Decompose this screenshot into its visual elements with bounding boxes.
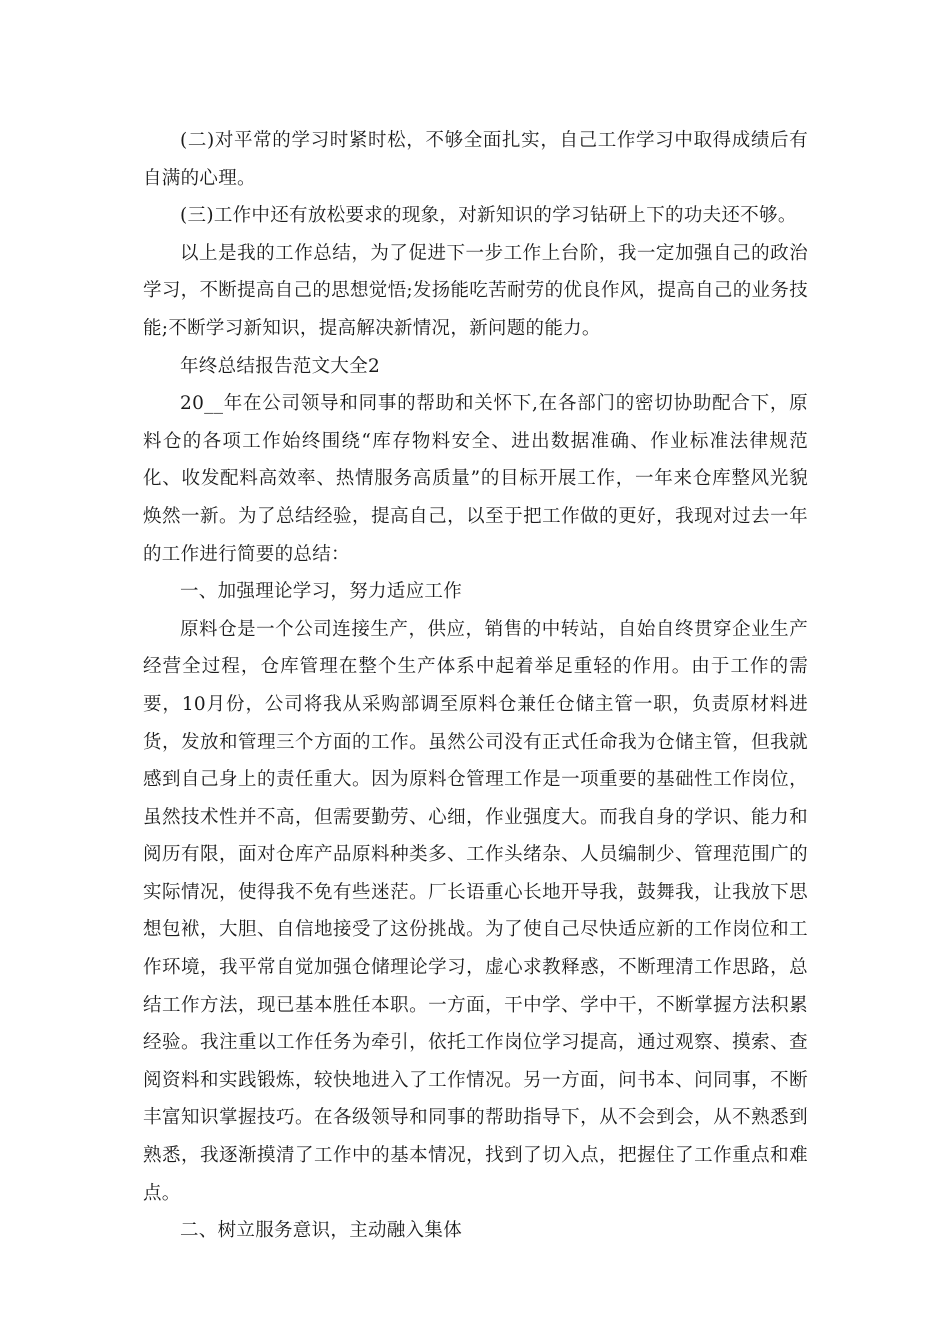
section-heading: 年终总结报告范文大全2 — [180, 355, 381, 377]
section-heading: 一、加强理论学习，努力适应工作 — [180, 581, 463, 603]
paragraph: (二)对平常的学习时紧时松，不够全面扎实，自己工作学习中取得成绩后有自满的心理。 — [143, 130, 808, 189]
paragraph: 以上是我的工作总结，为了促进下一步工作上台阶，我一定加强自己的政治学习，不断提高自己的思想觉悟;发扬能吃苦耐劳的优良作风，提高自己的业务技能;不断学习新知识，提高解决新情况，新问题的能力。 — [143, 242, 808, 339]
paragraph: 20__年在公司领导和同事的帮助和关怀下,在各部门的密切协助配合下，原料仓的各项工作始终围绕“库存物料安全、进出数据准确、作业标准法律规范化、收发配料高效率、热情服务高质量”的目标开展工作，一年来仓库整风光貌焕然一新。为了总结经验，提高自己，以至于把工作做的更好，我现对过去一年的工作进行简要的总结： — [143, 393, 808, 565]
paragraph: (三)工作中还有放松要求的现象，对新知识的学习钻研上下的功夫还不够。 — [180, 205, 797, 227]
section-heading: 二、树立服务意识，主动融入集体 — [180, 1220, 463, 1242]
paragraph: 原料仓是一个公司连接生产，供应，销售的中转站，自始自终贯穿企业生产经营全过程，仓库管理在整个生产体系中起着举足重轻的作用。由于工作的需要，10月份，公司将我从采购部调至原料仓兼任仓储主管一职，负责原材料进货，发放和管理三个方面的工作。虽然公司没有正式任命我为仓储主管，但我就感到自己身上的责任重大。因为原料仓管理工作是一项重要的基础性工作岗位，虽然技术性并不高，但需要勤劳、心细，作业强度大。而我自身的学识、能力和阅历有限，面对仓库产品原料种类多、工作头绪杂、人员编制少、管理范围广的实际情况，使得我不免有些迷茫。厂长语重心长地开导我，鼓舞我，让我放下思想包袱，大胆、自信地接受了这份挑战。为了使自己尽快适应新的工作岗位和工作环境，我平常自觉加强仓储理论学习，虚心求教释惑，不断理清工作思路，总结工作方法，现已基本胜任本职。一方面，干中学、学中干，不断掌握方法积累经验。我注重以工作任务为牵引，依托工作岗位学习提高，通过观察、摸索、查阅资料和实践锻炼，较快地进入了工作情况。另一方面，问书本、问同事，不断丰富知识掌握技巧。在各级领导和同事的帮助指导下，从不会到会，从不熟悉到熟悉，我逐渐摸清了工作中的基本情况，找到了切入点，把握住了工作重点和难点。 — [143, 618, 808, 1204]
document-body — [143, 122, 808, 1250]
